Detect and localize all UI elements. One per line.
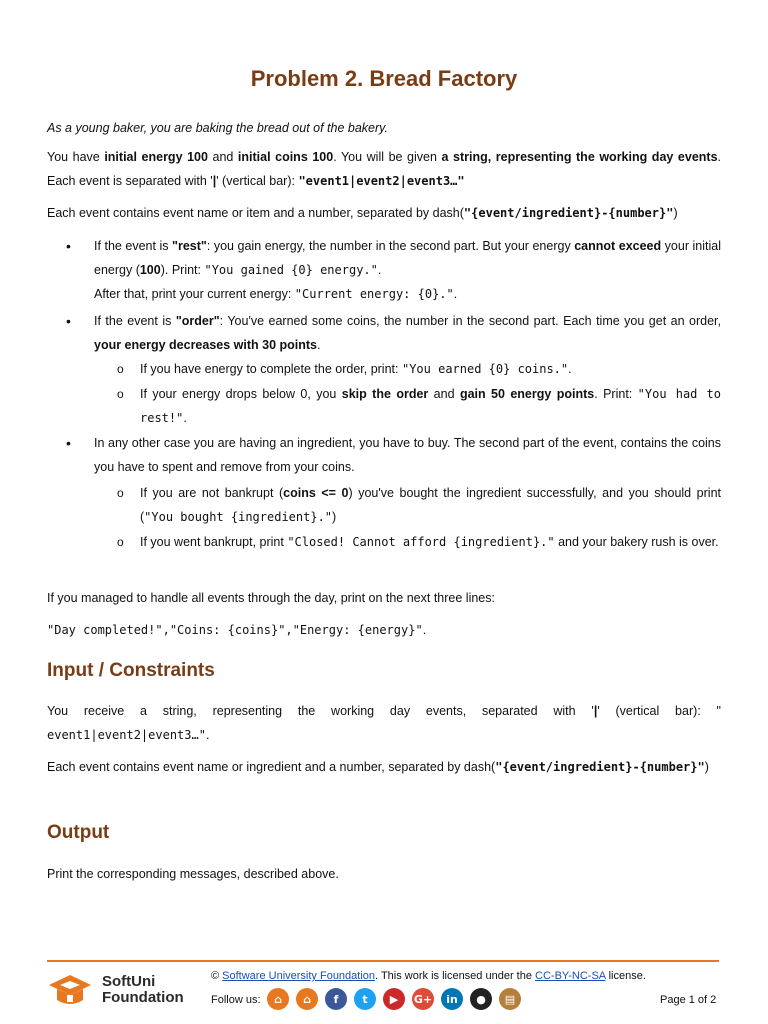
twitter-icon[interactable]: t [354, 988, 376, 1010]
page-number: Page 1 of 2 [660, 994, 717, 1006]
ingredient-bought-text: If you are not bankrupt (coins <= 0) you've bought the ingredient successfully, and you should print ("You bought {ingredient}.") [140, 486, 721, 524]
softuni-logo-icon [47, 973, 93, 1007]
social-icons [267, 988, 521, 1010]
order-rest-text: If your energy drops below 0, you skip the order and gain 50 energy points. Print: "You had to rest!". [140, 387, 721, 425]
softuni-foundation-icon[interactable]: ⌂ [296, 988, 318, 1010]
intro-text: As a young baker, you are baking the bread out of the bakery. [47, 121, 388, 135]
page-title: Problem 2. Bread Factory [250, 66, 518, 91]
input-text-1: You receive a string, representing the working day events, separated with '|' (vertical bar): " event1|event2|event3…". [47, 704, 721, 742]
bullet-ingredient: • [66, 435, 71, 451]
bullet-rest: • [66, 238, 71, 254]
input-text-2: Each event contains event name or ingredient and a number, separated by dash("{event/ingredient}-{number}") [47, 760, 709, 774]
order-event-text: If the event is "order": You've earned some coins, the number in the second part. Each time you get an order, your energy decreases with 30 points. [94, 314, 721, 352]
output-text: Print the corresponding messages, described above. [47, 867, 339, 881]
google-plus-icon[interactable]: G+ [412, 988, 434, 1010]
linkedin-icon[interactable]: in [441, 988, 463, 1010]
blog-icon[interactable]: ▤ [499, 988, 521, 1010]
copyright-notice: © Software University Foundation. This work is licensed under the CC-BY-NC-SA license. [211, 970, 646, 982]
license-link[interactable]: CC-BY-NC-SA [535, 970, 606, 982]
logo-text: SoftUni Foundation [102, 973, 184, 1006]
softuni-icon[interactable]: ⌂ [267, 988, 289, 1010]
github-icon[interactable]: ● [470, 988, 492, 1010]
subbullet-ingredient-bankrupt: o [117, 535, 124, 549]
youtube-icon[interactable]: ▶ [383, 988, 405, 1010]
ingredient-bankrupt-text: If you went bankrupt, print "Closed! Cannot afford {ingredient}." and your bakery rush is over. [140, 535, 719, 549]
paragraph-event-format: Each event contains event name or item and a number, separated by dash("{event/ingredient}-{number}") [47, 206, 678, 220]
paragraph-final-output: If you managed to handle all events through the day, print on the next three lines: [47, 591, 495, 605]
follow-us-label: Follow us: [211, 994, 261, 1006]
subbullet-order-earned: o [117, 362, 124, 376]
footer-divider [47, 960, 719, 962]
heading-output: Output [47, 822, 110, 843]
ingredient-event-text: In any other case you are having an ingredient, you have to buy. The second part of the event, contains the coins you have to spent and remove from your coins. [94, 436, 721, 474]
rest-event-text: If the event is "rest": you gain energy, the number in the second part. But your energy cannot exceed your initial energy (100). Print: "You gained {0} energy.". After that, print your current energy: "Current energy: {0}.". [94, 239, 721, 301]
facebook-icon[interactable]: f [325, 988, 347, 1010]
heading-input: Input / Constraints [47, 660, 215, 681]
bullet-order: • [66, 313, 71, 329]
subbullet-ingredient-bought: o [117, 486, 124, 500]
order-earned-text: If you have energy to complete the order, print: "You earned {0} coins.". [140, 362, 572, 376]
final-lines: "Day completed!","Coins: {coins}","Energy: {energy}". [47, 623, 427, 637]
paragraph-initial-state: You have initial energy 100 and initial coins 100. You will be given a string, representing the working day events. Each event is separated with '|' (vertical bar): "event1|event2|event3…" [47, 150, 721, 188]
subbullet-order-rest: o [117, 387, 124, 401]
software-university-foundation-link[interactable]: Software University Foundation [222, 970, 376, 982]
softuni-logo [47, 970, 212, 1010]
